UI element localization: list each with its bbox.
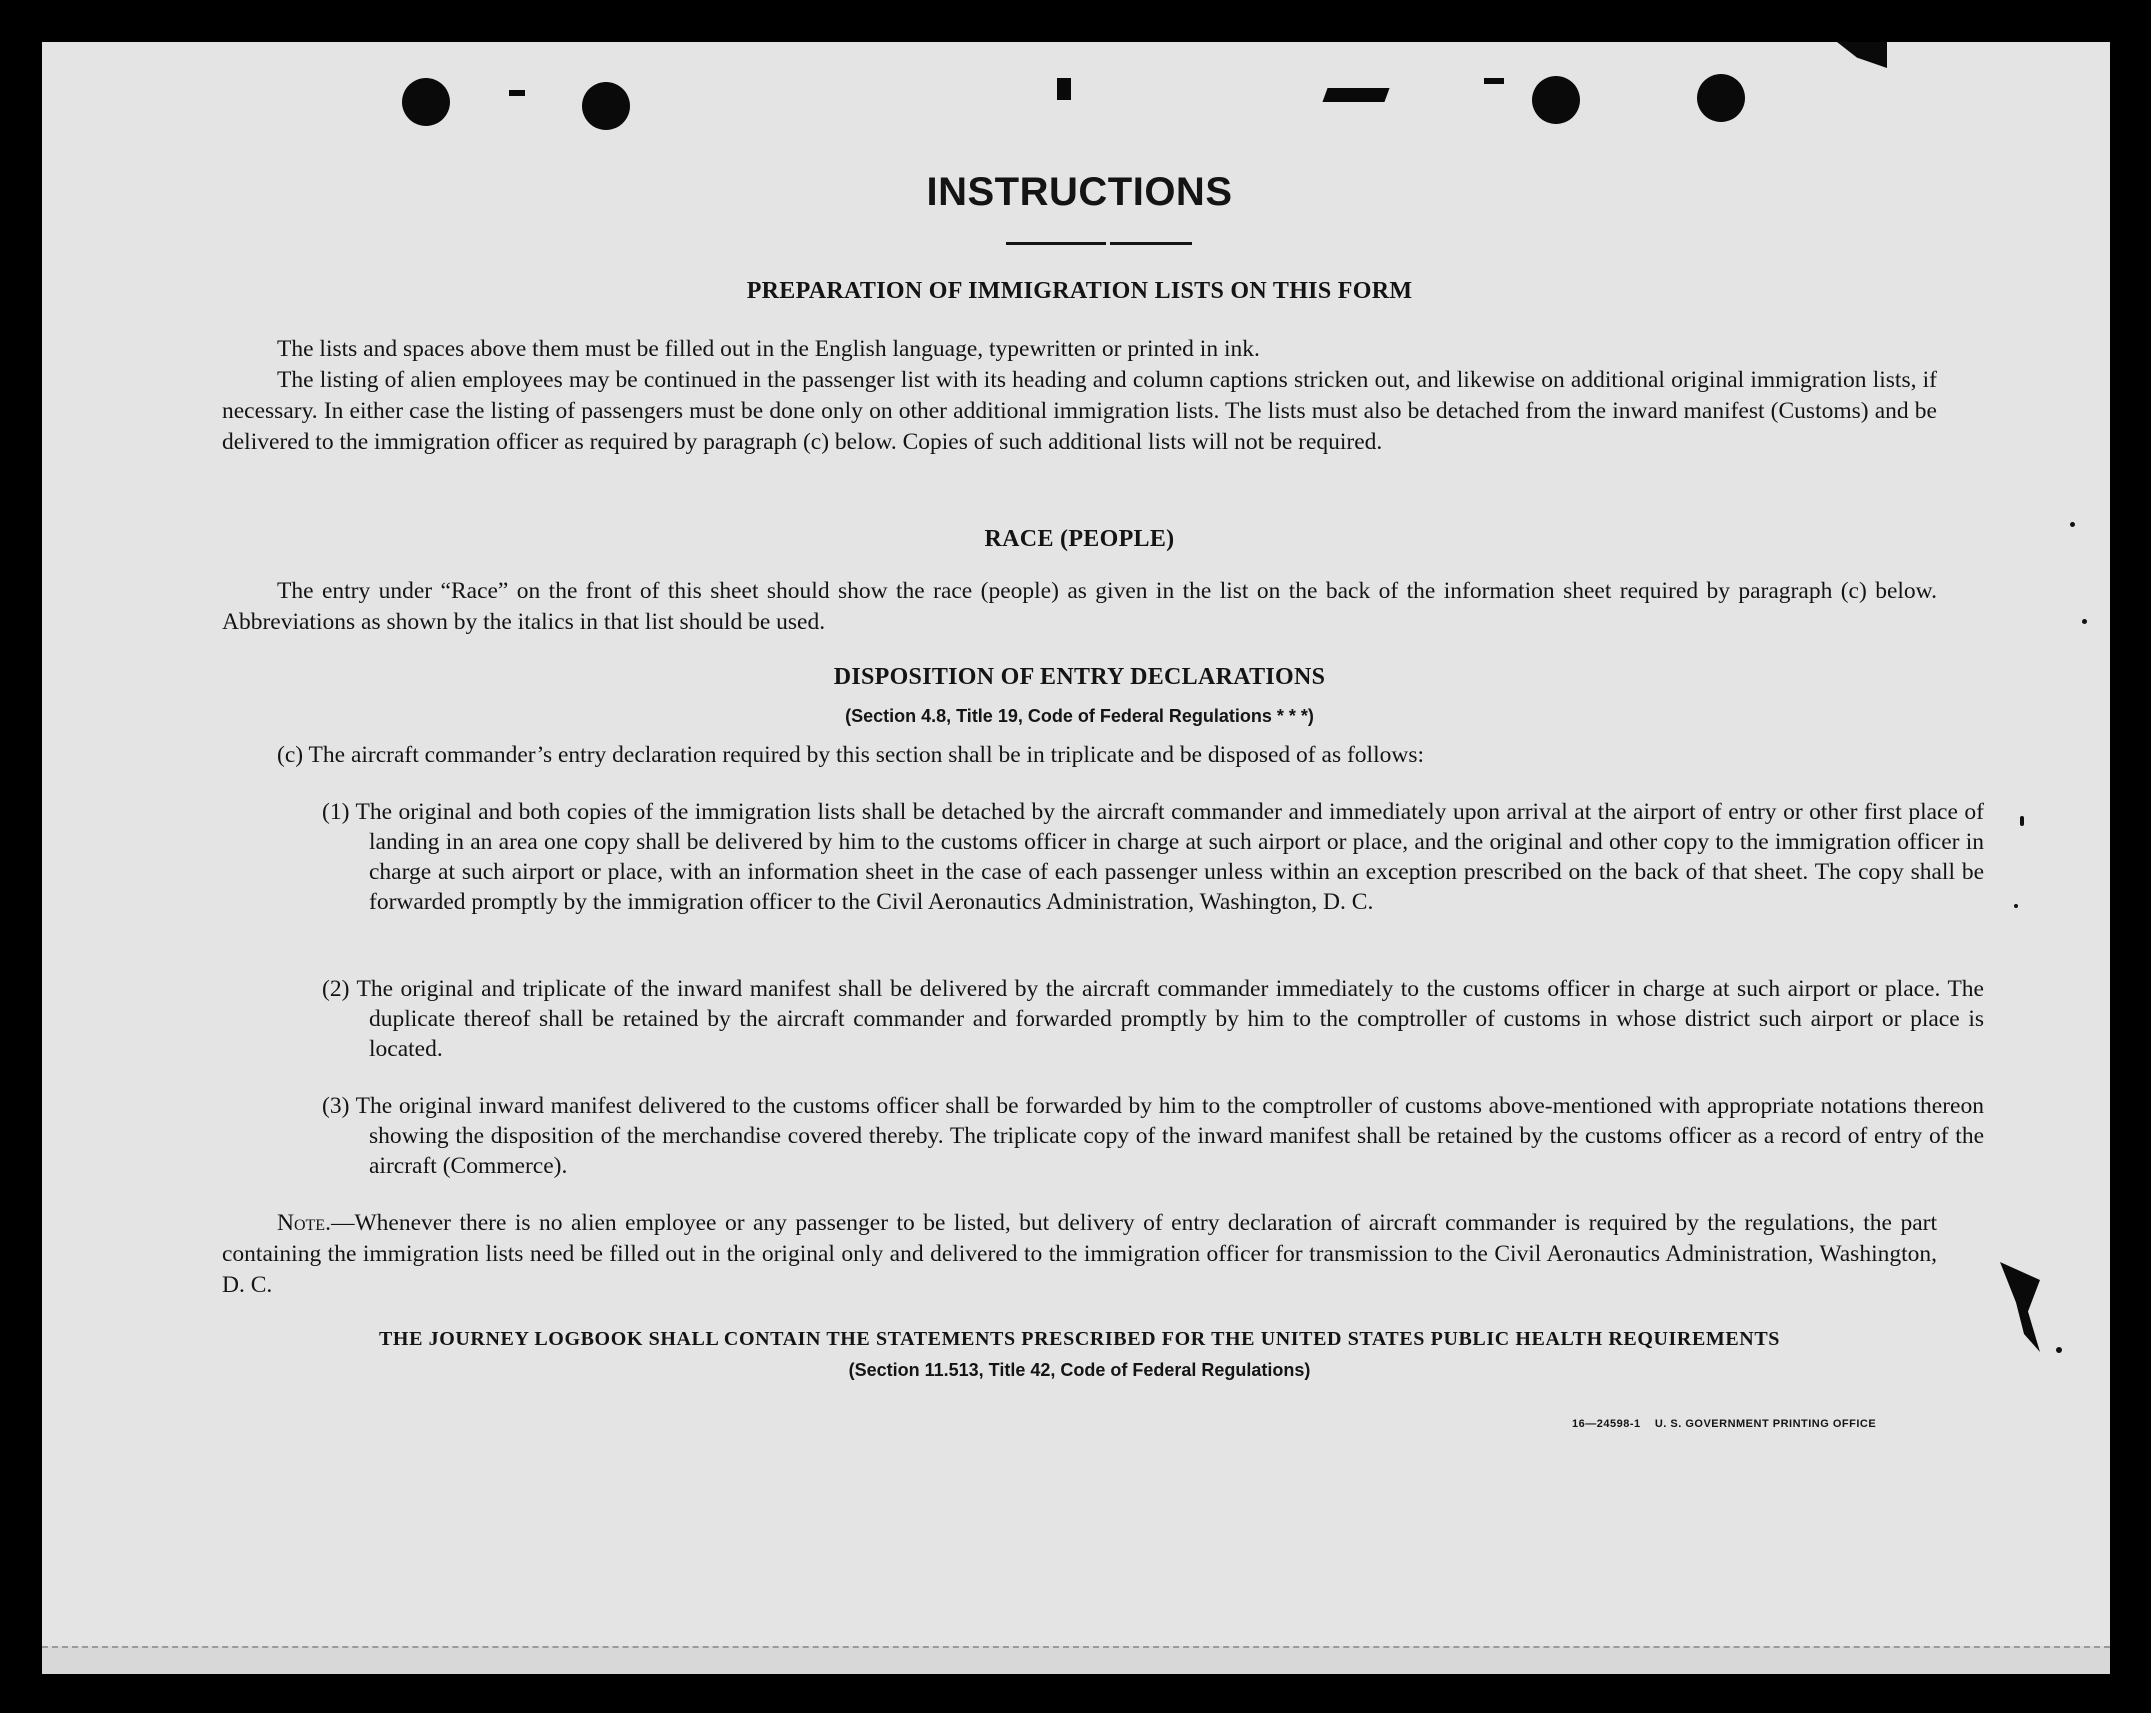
speck xyxy=(2070,522,2075,527)
tear-mark xyxy=(1484,78,1504,84)
document-sheet xyxy=(42,42,2110,1674)
page-title: INSTRUCTIONS xyxy=(926,170,1233,214)
sheet-bottom-edge xyxy=(42,1646,2110,1674)
punch-hole xyxy=(1697,74,1745,122)
public-health-citation: (Section 11.513, Title 42, Code of Federal Regulations) xyxy=(848,1360,1311,1380)
disposition-item-1: (1) The original and both copies of the immigration lists shall be detached by the aircraft commander and immediately upon arrival at the airport of entry or other first place of landing in an area one copy shall be delivered by him to the customs officer in charge at such airport or place, and the original and other copy to the immigration officer in charge at such airport or place, with an information sheet in the case of each passenger unless within an exception prescribed on the back of that sheet. The copy shall be forwarded promptly by the immigration officer to the Civil Aeronautics Administration, Washington, D. C. xyxy=(322,799,1984,915)
punch-hole xyxy=(1532,76,1580,124)
printer-imprint xyxy=(1572,1418,1876,1430)
tear-mark xyxy=(1322,88,1389,102)
speck xyxy=(2020,816,2024,826)
speck xyxy=(2082,619,2087,624)
disposition-item-2: (2) The original and triplicate of the inward manifest shall be delivered by the aircraft commander immediately to the customs officer in charge at such airport or place. The duplicate thereof shall be retained by the aircraft commander and forwarded promptly by him to the comptroller of customs in whose district such airport or place is located. xyxy=(322,976,1984,1062)
tear-mark xyxy=(2000,1262,2040,1352)
title-underline xyxy=(1110,242,1192,245)
note-paragraph xyxy=(222,1208,1937,1301)
speck xyxy=(2056,1347,2062,1353)
section-heading-disposition: DISPOSITION OF ENTRY DECLARATIONS xyxy=(833,664,1326,690)
public-health-statement: THE JOURNEY LOGBOOK SHALL CONTAIN THE STATEMENTS PRESCRIBED FOR THE UNITED STATES PUBLIC HEALTH REQUIREMENTS xyxy=(378,1328,1781,1350)
tear-mark xyxy=(1837,42,1887,68)
disposition-item-3: (3) The original inward manifest delivered to the customs officer shall be forwarded by him to the comptroller of customs above-mentioned with appropriate notations thereon showing the disposition of the merchandise covered thereby. The triplicate copy of the inward manifest shall be retained by the customs officer as a record of entry of the aircraft (Commerce). xyxy=(322,1093,1984,1179)
disposition-item-c: (c) The aircraft commander’s entry declaration required by this section shall be in triplicate and be disposed of as follows: xyxy=(277,742,1424,768)
punch-hole xyxy=(582,82,630,130)
tear-mark xyxy=(1057,78,1071,100)
punch-hole xyxy=(402,78,450,126)
race-paragraph: The entry under “Race” on the front of this sheet should show the race (people) as given in the list on the back of the information sheet required by paragraph (c) below. Abbreviations as shown by the italics in that list should be used. xyxy=(222,578,1937,635)
title-underline xyxy=(1006,242,1106,245)
note-label: Note. xyxy=(277,1210,331,1236)
section-heading-race: RACE (PEOPLE) xyxy=(984,526,1175,552)
preparation-paragraph-2: The listing of alien employees may be continued in the passenger list with its heading and column captions stricken out, and likewise on additional original immigration lists, if necessary. In either case the listing of passengers must be done only on other additional immigration lists. The lists must also be detached from the inward manifest (Customs) and be delivered to the immigration officer as required by paragraph (c) below. Copies of such additional lists will not be required. xyxy=(222,367,1937,455)
preparation-paragraph-1: The lists and spaces above them must be filled out in the English language, typewritten or printed in ink. xyxy=(277,336,1260,362)
speck xyxy=(2014,904,2018,908)
section-heading-preparation: PREPARATION OF IMMIGRATION LISTS ON THIS FORM xyxy=(746,278,1413,304)
tear-mark xyxy=(509,90,525,96)
note-text: —Whenever there is no alien employee or any passenger to be listed, but delivery of entry declaration of aircraft commander is required by the regulations, the part containing the immigration lists need be filled out in the original only and delivered to the immigration officer for transmission to the Civil Aeronautics Administration, Washington, D. C. xyxy=(222,1210,1937,1298)
form-code: 16—24598-1 xyxy=(1572,1418,1641,1430)
disposition-citation: (Section 4.8, Title 19, Code of Federal Regulations * * *) xyxy=(845,706,1314,726)
printer-name: U. S. GOVERNMENT PRINTING OFFICE xyxy=(1654,1418,1877,1430)
